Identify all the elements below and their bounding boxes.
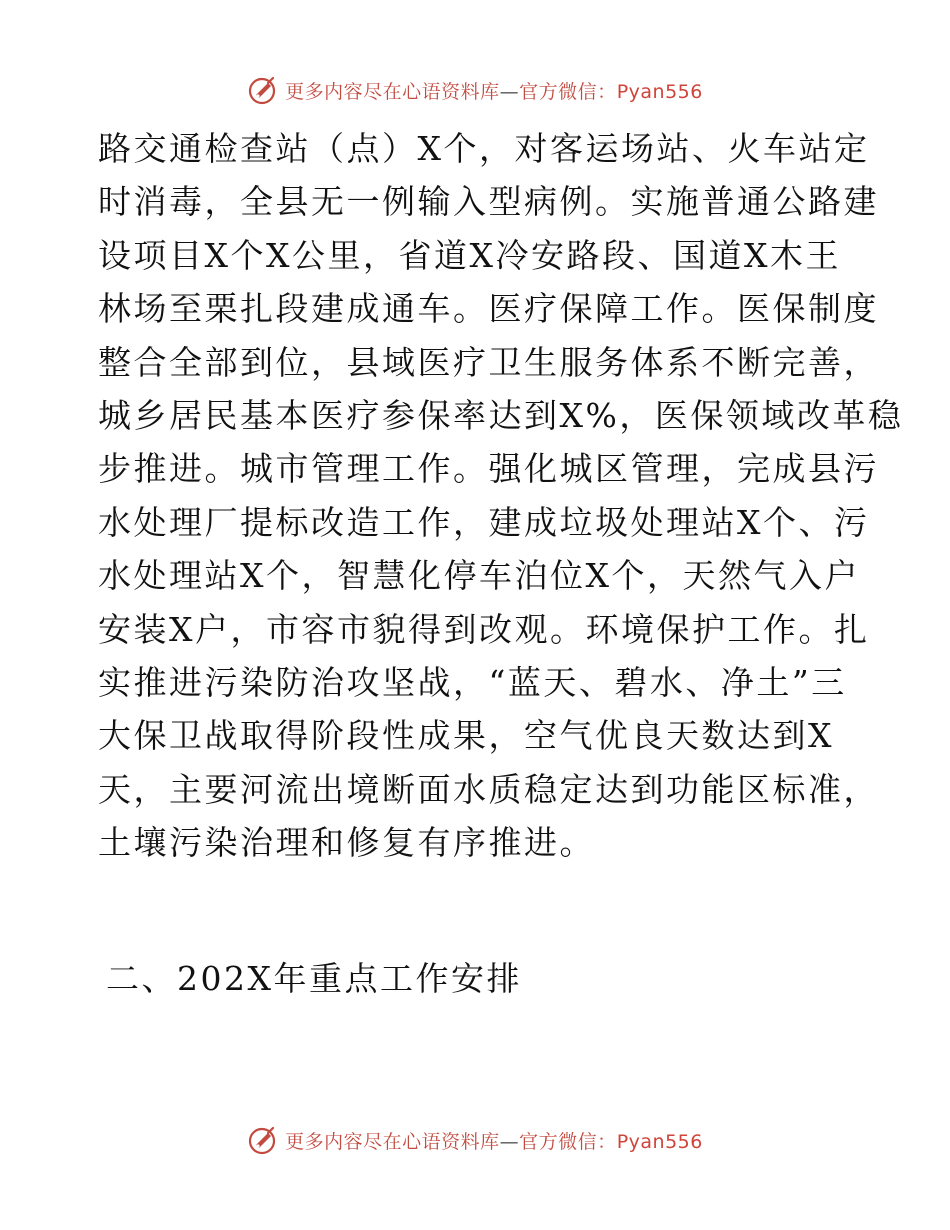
banner-suffix: 官方微信：	[519, 80, 617, 103]
section-heading: 二、202X年重点工作安排	[106, 959, 522, 998]
pen-logo-icon	[247, 74, 279, 106]
banner-wechat-id: Pyan556	[616, 80, 703, 103]
paragraph-line: 林场至栗扎段建成通车。医疗保障工作。医保制度	[98, 289, 879, 329]
paragraph-line: 步推进。城市管理工作。强化城区管理，完成县污	[98, 449, 879, 489]
paragraph-line: 时消毒，全县无一例输入型病例。实施普通公路建	[98, 182, 879, 222]
body-paragraph	[98, 122, 904, 869]
paragraph-line: 大保卫战取得阶段性成果，空气优良天数达到X	[98, 716, 834, 756]
banner-main-text: 更多内容尽在心语资料库	[285, 1130, 500, 1153]
paragraph-line: 土壤污染治理和修复有序推进。	[98, 823, 595, 863]
paragraph-line: 路交通检查站（点）X个，对客运场站、火车站定	[98, 129, 870, 168]
paragraph-line: 天，主要河流出境断面水质稳定达到功能区标准，	[98, 769, 879, 809]
banner-text	[285, 1127, 703, 1154]
paragraph-line: 水处理厂提标改造工作，建成垃圾处理站X个、污	[98, 502, 870, 542]
paragraph-line: 整合全部到位，县域医疗卫生服务体系不断完善，	[98, 342, 879, 382]
paragraph-line: 城乡居民基本医疗参保率达到X%，医保领域改革稳	[98, 395, 904, 435]
paragraph-line: 安装X户，市容市貌得到改观。环境保护工作。扎	[98, 609, 870, 649]
banner-text	[285, 77, 703, 104]
pen-logo-icon	[247, 1124, 279, 1156]
banner-separator: —	[499, 1130, 520, 1153]
banner-wechat-id: Pyan556	[616, 1130, 703, 1153]
header-banner	[0, 70, 950, 110]
banner-suffix: 官方微信：	[519, 1130, 617, 1153]
banner-main-text: 更多内容尽在心语资料库	[285, 80, 500, 103]
paragraph-line: 水处理站X个，智慧化停车泊位X个，天然气入户	[98, 556, 860, 596]
footer-banner	[0, 1120, 950, 1160]
banner-separator: —	[499, 80, 520, 103]
paragraph-line: 实推进污染防治攻坚战，“蓝天、碧水、净土”三	[98, 662, 847, 702]
paragraph-line: 设项目X个X公里，省道X冷安路段、国道X木王	[98, 235, 841, 275]
